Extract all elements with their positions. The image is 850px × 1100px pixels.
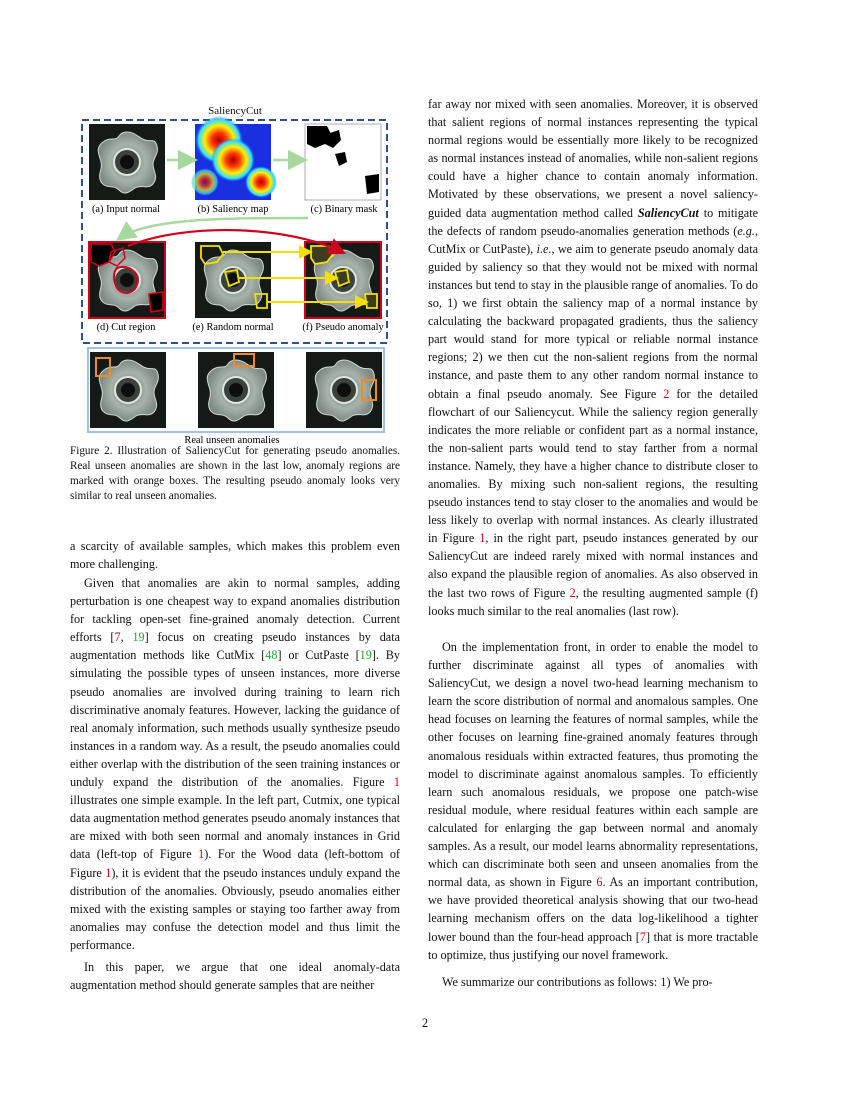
label-input-normal: (a) Input normal [91, 204, 161, 215]
figure-link[interactable]: 2 [569, 585, 576, 600]
label-binary-mask: (c) Binary mask [310, 204, 378, 215]
real-anomaly-image-3 [306, 352, 382, 428]
left-paragraph-1: a scarcity of available samples, which makes this problem even more challenging. [70, 539, 400, 572]
figure-link[interactable]: 2 [663, 386, 670, 401]
figure-link[interactable]: 1 [479, 531, 486, 546]
page-number: 2 [421, 1016, 429, 1030]
right-paragraph-3: We summarize our contributions as follows: 1) We pro- [442, 975, 713, 989]
real-anomalies-label: Real unseen anomalies [184, 435, 280, 445]
saliency-map-image [191, 116, 277, 200]
label-saliency-map: (b) Saliency map [197, 204, 269, 215]
label-cut-region: (d) Cut region [96, 322, 156, 333]
figure-link[interactable]: 1 [198, 847, 205, 862]
citation-link[interactable]: 7 [114, 630, 121, 645]
binary-mask-image [305, 124, 381, 200]
figure-link[interactable]: 1 [105, 865, 112, 880]
real-anomaly-image-2 [198, 352, 274, 428]
citation-link[interactable]: 19 [359, 648, 372, 663]
figure-caption: Figure 2. Illustration of SaliencyCut for generating pseudo anomalies. Real unseen anomalies are shown in the last low, anomaly regions are marked with orange boxes. The resulting pseudo anomaly looks very similar to real unseen anomalies. [70, 445, 400, 502]
input-normal-image [89, 124, 165, 200]
right-paragraph-1: far away nor mixed with seen anomalies. Moreover, it is observed that salient regions of normal instances representing the typical normal regions would be essentially more likely to be recognized as normal instances instead of anomalies, while non-salient regions could have a higher chance to contain anomaly information. Motivated by these observations, we present a novel saliency-guided data augmentation method called SaliencyCut to mitigate the defects of random pseudo-anomalies generation methods (e.g., CutMix or CutPaste), i.e., we aim to generate pseudo anomaly data guided by saliency so that they would not be mixed with normal instances but tend to stay in the plausible range of anomalies. To do so, 1) we first obtain the saliency map of a normal instance by calculating the backward propagated gradients, thus the saliency part would stand for more typical or reliable normal instance regions; 2) we then cut the non-salient regions from the normal instance, and paste them to any other random normal instance to obtain a final pseudo anomaly. See Figure 2 for the detailed flowchart of our Saliencycut. While the saliency region generally indicates the more reliable or confident part as a normal instance, the non-salient parts would tend to stay farther from a normal instance. Namely, they have a higher chance to distribute closer to anomalies. By mixing such non-salient regions, the resulting pseudo instances tend to stay closer to the anomalies and would be less likely to overlap with normal instances. As clearly illustrated in Figure 1, in the right part, pseudo instances generated by our SaliencyCut are indeed rarely mixed with normal instances and also expand the plausible region of anomalies. As also observed in the last two rows of Figure 2, the resulting augmented sample (f) looks much similar to the real anomalies (last row). [428, 97, 758, 618]
label-random-normal: (e) Random normal [192, 322, 274, 333]
figure-link[interactable]: 1 [393, 775, 400, 790]
real-anomaly-image-1 [90, 352, 166, 428]
pseudo-anomaly-image [305, 242, 381, 318]
panel-title: SaliencyCut [208, 105, 262, 117]
cut-region-image [89, 242, 165, 318]
saliencycut-illustration [68, 100, 402, 445]
random-normal-image [195, 242, 271, 318]
citation-link[interactable]: 19 [132, 630, 145, 645]
citation-link[interactable]: 7 [639, 929, 646, 944]
citation-link[interactable]: 48 [265, 648, 278, 663]
right-paragraph-2: On the implementation front, in order to enable the model to further discriminate against all types of anomalies with SaliencyCut, we design a novel two-head learning mechanism to learn the score distribution of normal and anomalous samples. One head focuses on learning the features of normal samples, while the other focuses on learning fine-grained anomaly features through anomalous residuals within extracted features, thus promoting the model to discriminate against anomalous samples. To efficiently learn such anomalous residuals, we propose one patch-wise residual module, where residual features within each sample are calculated for enlarging the gap between normal and anomaly samples. As a result, our model learns abnormality representations, which can discriminate both seen and unseen anomalies from the normal data, as shown in Figure 6. As an important contribution, we have provided theoretical analysis showing that our two-head learning mechanism offers on the data log-likelihood a tighter lower bound than the four-head approach [7] that is more tractable to optimize, thus justifying our novel framework. [428, 640, 759, 962]
left-paragraph-2: Given that anomalies are akin to normal samples, adding perturbation is one cheapest way to expand anomalies distribution for tackling open-set fine-grained anomaly detection. Current efforts [7, 19] focus on creating pseudo instances by data augmentation methods like CutMix [48] or CutPaste [19]. By simulating the possible types of unseen instances, more diverse pseudo anomalies are involved during training to learn rich discriminative anomaly features. However, lacking the guidance of real anomaly information, such methods usually synthesize pseudo instances in a random way. As a result, the pseudo anomalies could either overlap with the distribution of the seen training instances or unduly expand the distribution of the anomalies. Figure 1 illustrates one simple example. In the left part, Cutmix, one typical data augmentation method generates pseudo anomaly instances that are mixed with both seen normal and anomaly instances in Grid data (left-top of Figure 1). For the Wood data (left-bottom of Figure 1), it is evident that the pseudo instances unduly expand the distribution of the anomalies. Obviously, pseudo anomalies either mixed with the existing samples or staying too farther away from anomalies may confuse the detection model and thus limit the performance. [70, 576, 401, 952]
left-paragraph-3: In this paper, we argue that one ideal anomaly-data augmentation method should generate samples that are neither [70, 960, 400, 993]
figure-2 [68, 100, 402, 445]
label-pseudo-anomaly: (f) Pseudo anomaly [302, 322, 384, 333]
figure-link[interactable]: 6 [596, 875, 603, 890]
